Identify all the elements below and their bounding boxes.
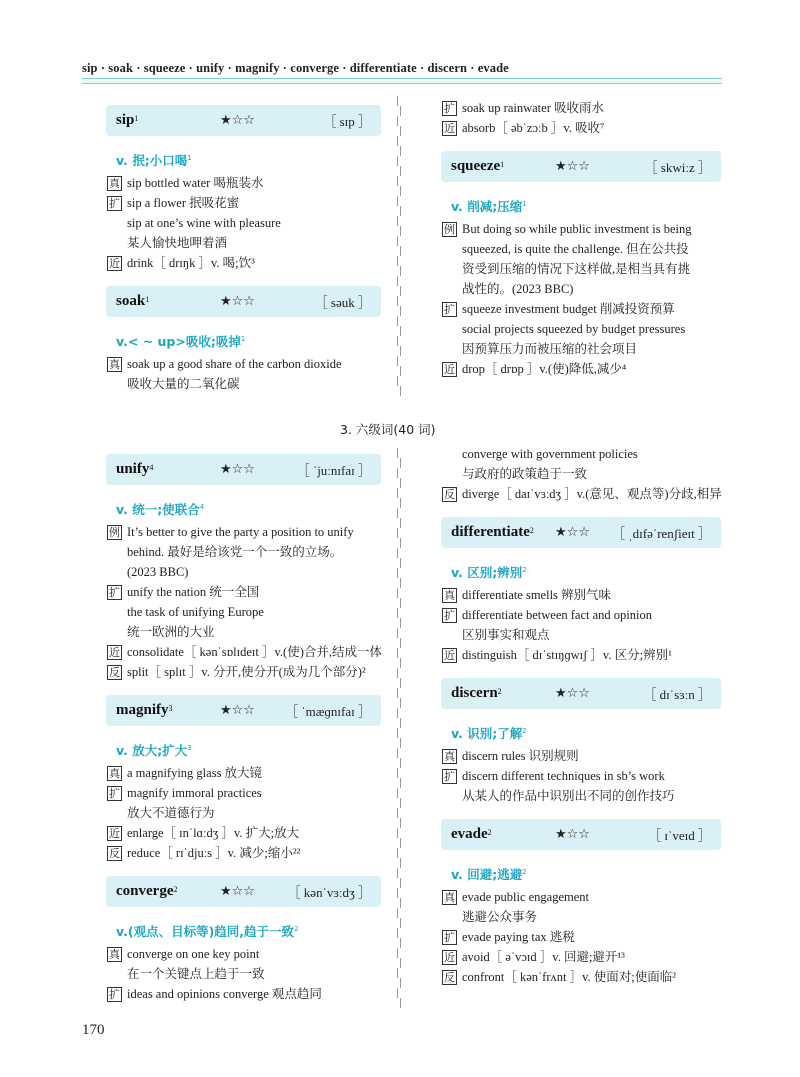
running-header: sip · soak · squeeze · unify · magnify · converge · differentiate · discern · evade <box>82 61 509 75</box>
row-line: evade paying tax 逃税 <box>462 930 575 945</box>
entry-row <box>106 582 381 642</box>
difficulty-stars: ★☆☆ <box>220 703 255 719</box>
divider-segment <box>400 226 402 236</box>
divider-segment <box>397 196 402 206</box>
row-line: 某人愉快地呷着酒 <box>127 236 228 251</box>
row-tag-icon: 真 <box>444 891 455 905</box>
entry-row <box>441 766 721 806</box>
row-line: drink［ drɪŋk ］v. 喝;饮³ <box>127 256 255 271</box>
word-box <box>441 151 721 182</box>
entry-row <box>106 662 381 682</box>
meaning-frequency: 4 <box>199 503 205 511</box>
meaning <box>106 329 381 352</box>
headword-text: magnify <box>116 702 169 719</box>
headword-text: sip <box>116 112 135 128</box>
divider-segment <box>400 818 402 828</box>
word-box <box>441 517 721 548</box>
entry-row <box>441 967 721 987</box>
row-line: soak up rainwater 吸收雨水 <box>462 101 604 115</box>
divider-segment <box>397 708 402 718</box>
difficulty-stars: ★☆☆ <box>555 827 590 843</box>
divider-segment <box>397 136 402 146</box>
divider-segment <box>397 528 402 538</box>
row-tag-icon: 反 <box>444 971 455 985</box>
divider-segment <box>400 146 402 156</box>
column-divider-top <box>397 96 402 396</box>
divider-segment <box>400 558 402 568</box>
divider-segment <box>397 948 402 958</box>
divider-segment <box>397 888 402 898</box>
entry-row <box>441 927 721 947</box>
divider-segment <box>397 868 402 878</box>
row-line: consolidate［ kənˈsɒlɪdeɪt ］v.(使)合并,结成一体 <box>127 645 382 660</box>
divider-segment <box>397 336 402 346</box>
divider-segment <box>400 978 402 988</box>
entry-row <box>441 746 721 766</box>
word-box <box>441 819 721 850</box>
meaning <box>106 148 381 171</box>
row-line: evade public engagement <box>462 890 590 905</box>
meaning-frequency: 2 <box>522 868 527 877</box>
divider-segment <box>397 448 402 458</box>
difficulty-stars: ★☆☆ <box>220 462 255 477</box>
divider-segment <box>400 798 402 808</box>
entry-gap <box>441 138 721 151</box>
headword-frequency: 1 <box>145 295 150 305</box>
phonetic: ［ ˌdɪfəˈrenʃieɪt ］ <box>612 526 711 541</box>
row-line: a magnifying glass 放大镜 <box>127 766 263 781</box>
headword-frequency: 4 <box>149 463 154 472</box>
divider-segment <box>400 538 402 548</box>
row-line: discern rules 识别规则 <box>462 749 579 764</box>
meaning-text: v.< ~ up>吸收;吸掉 <box>116 334 241 350</box>
phonetic: ［ ˈmæɡnɪfaɪ ］ <box>285 704 371 720</box>
word-box <box>106 454 381 485</box>
row-tag-icon: 扩 <box>444 609 455 623</box>
divider-segment <box>400 386 402 396</box>
column-divider-bottom <box>397 448 402 1008</box>
divider-segment <box>400 458 402 468</box>
divider-segment <box>400 518 402 528</box>
divider-segment <box>397 468 402 478</box>
divider-segment <box>400 306 402 316</box>
divider-segment <box>400 998 402 1008</box>
divider-segment <box>400 898 402 908</box>
entry-row <box>106 173 381 193</box>
entry-row <box>441 585 721 605</box>
divider-segment <box>397 276 402 286</box>
meaning-text: v. 抿;小口喝 <box>116 153 188 169</box>
divider-segment <box>397 236 402 246</box>
divider-segment <box>400 598 402 608</box>
divider-segment <box>397 548 402 558</box>
meaning-text: v. 回避;逃避 <box>451 867 523 883</box>
divider-segment <box>397 768 402 778</box>
headword-frequency: 3 <box>168 704 173 714</box>
row-line: sip at one’s wine with pleasure <box>127 216 281 231</box>
divider-segment <box>397 908 402 918</box>
divider-segment <box>400 366 402 376</box>
headword-text: differentiate <box>451 524 530 540</box>
row-tag-icon: 例 <box>444 223 455 237</box>
headword-frequency: 2 <box>497 687 502 697</box>
headword-frequency: 2 <box>529 526 534 535</box>
divider-segment <box>400 718 402 728</box>
divider-segment <box>400 346 402 356</box>
phonetic: ［ səuk ］ <box>314 295 371 311</box>
row-line: It’s better to give the party a position to unify <box>127 525 354 540</box>
entry-gap <box>106 682 381 695</box>
entry-row <box>106 253 381 273</box>
entry-gap <box>441 806 721 819</box>
divider-segment <box>397 828 402 838</box>
headword <box>116 700 173 720</box>
row-line: social projects squeezed by budget pressures <box>462 322 686 337</box>
divider-segment <box>397 728 402 738</box>
divider-segment <box>400 858 402 868</box>
divider-segment <box>397 488 402 498</box>
row-line: avoid［ əˈvɔɪd ］v. 回避;避开¹³ <box>462 950 625 965</box>
divider-segment <box>400 618 402 628</box>
entry-gap <box>106 863 381 876</box>
entry-gap <box>106 273 381 286</box>
entry-row <box>106 763 381 783</box>
headword-frequency: 1 <box>500 160 505 169</box>
row-line: 战性的。(2023 BBC) <box>462 282 574 297</box>
row-tag-icon: 真 <box>109 767 120 781</box>
headword-text: unify <box>116 461 150 477</box>
header-band <box>82 78 722 84</box>
divider-segment <box>397 608 402 618</box>
headword-text: soak <box>116 293 146 310</box>
row-line: converge on one key point <box>127 947 260 962</box>
divider-segment <box>400 246 402 256</box>
row-tag-icon: 扩 <box>109 197 120 211</box>
divider-segment <box>397 748 402 758</box>
headword-text: discern <box>451 685 498 702</box>
row-tag-icon: 近 <box>444 122 455 135</box>
headword <box>116 291 149 311</box>
entry-row <box>441 645 721 665</box>
headword <box>451 522 534 542</box>
headword <box>451 824 492 844</box>
row-line: 逃避公众事务 <box>462 910 538 925</box>
row-tag-icon: 扩 <box>444 931 455 945</box>
divider-segment <box>400 698 402 708</box>
row-tag-icon: 真 <box>444 589 455 603</box>
divider-segment <box>400 498 402 508</box>
divider-segment <box>397 688 402 698</box>
difficulty-stars: ★☆☆ <box>555 686 590 702</box>
divider-segment <box>397 116 402 126</box>
divider-segment <box>397 296 402 306</box>
row-line: magnify immoral practices <box>127 786 262 801</box>
entry-row <box>106 783 381 823</box>
word-box <box>106 876 381 907</box>
row-tag-icon: 扩 <box>444 102 455 115</box>
divider-segment <box>400 286 402 296</box>
divider-segment <box>400 126 402 136</box>
headword <box>116 459 153 479</box>
right-column-top <box>441 98 721 379</box>
headword-text: converge <box>116 883 174 900</box>
meaning-frequency: 1 <box>240 335 246 344</box>
meaning-frequency: 2 <box>522 566 527 574</box>
entry-row <box>106 193 381 253</box>
entry-row <box>441 887 721 927</box>
row-line: enlarge［ ɪnˈlɑːdʒ ］v. 扩大;放大 <box>127 826 300 841</box>
entry-row <box>441 299 721 359</box>
entry-row <box>106 642 381 662</box>
row-line: 放大不道德行为 <box>127 806 215 821</box>
divider-segment <box>400 326 402 336</box>
row-line: squeezed, is quite the challenge. 但在公共投 <box>462 242 689 257</box>
divider-segment <box>400 938 402 948</box>
row-line: (2023 BBC) <box>127 565 189 580</box>
divider-segment <box>400 166 402 176</box>
row-line: squeeze investment budget 削减投资预算 <box>462 302 675 317</box>
divider-segment <box>400 106 402 116</box>
phonetic: ［ dɪˈsɜːn ］ <box>643 687 711 703</box>
row-line: unify the nation 统一全国 <box>127 585 260 600</box>
headword-frequency: 1 <box>134 114 139 123</box>
entry-row <box>106 354 381 394</box>
page-number: 170 <box>82 1022 105 1038</box>
meaning-frequency: 1 <box>522 200 527 208</box>
divider-segment <box>397 788 402 798</box>
meaning <box>106 738 381 761</box>
divider-segment <box>400 638 402 648</box>
row-line: absorb［ əbˈzɔːb ］v. 吸收⁷ <box>462 121 605 135</box>
difficulty-stars: ★☆☆ <box>220 294 255 310</box>
row-line: 区别事实和观点 <box>462 628 550 643</box>
divider-segment <box>400 918 402 928</box>
row-line: reduce［ rɪˈdjuːs ］v. 减少;缩小²² <box>127 846 301 861</box>
word-box <box>106 695 381 726</box>
headword <box>451 683 502 703</box>
meaning-frequency: 2 <box>522 727 527 736</box>
meaning-frequency: 2 <box>294 925 299 934</box>
phonetic: ［ ɪˈveɪd ］ <box>648 828 711 844</box>
section-title: 3. 六级词(40 词) <box>340 422 436 437</box>
meaning <box>441 194 721 217</box>
row-tag-icon: 真 <box>109 177 120 191</box>
headword <box>116 881 177 901</box>
row-line: discern different techniques in sb’s work <box>462 769 665 784</box>
phonetic: ［ skwiːz ］ <box>644 160 711 175</box>
row-line: 统一欧洲的大业 <box>127 625 215 640</box>
meaning-text: v. 削减;压缩 <box>451 199 523 215</box>
row-line: differentiate between fact and opinion <box>462 608 652 623</box>
row-line: confront［ kənˈfrʌnt ］v. 使面对;使面临² <box>462 970 677 985</box>
row-tag-icon: 近 <box>444 363 455 377</box>
divider-segment <box>400 778 402 788</box>
row-line: the task of unifying Europe <box>127 605 264 620</box>
divider-segment <box>397 216 402 226</box>
meaning-frequency: 1 <box>187 154 192 162</box>
difficulty-stars: ★☆☆ <box>555 159 590 174</box>
divider-segment <box>400 678 402 688</box>
row-tag-icon: 扩 <box>109 586 120 600</box>
divider-segment <box>397 508 402 518</box>
divider-segment <box>400 838 402 848</box>
row-tag-icon: 例 <box>109 526 120 540</box>
divider-segment <box>397 156 402 166</box>
divider-segment <box>397 668 402 678</box>
divider-segment <box>397 588 402 598</box>
entry-row <box>441 444 721 484</box>
entry-row <box>441 118 721 138</box>
entry-row <box>106 843 381 863</box>
divider-segment <box>397 376 402 386</box>
divider-segment <box>397 808 402 818</box>
row-line: sip a flower 抿吸花蜜 <box>127 196 240 211</box>
headword-frequency: 2 <box>173 885 178 895</box>
difficulty-stars: ★☆☆ <box>220 113 255 128</box>
meaning-text: v. 区别;辨别 <box>451 565 523 581</box>
word-box <box>106 286 381 317</box>
row-line: 因预算压力而被压缩的社会项目 <box>462 342 638 357</box>
divider-segment <box>397 96 402 106</box>
entry-row <box>441 947 721 967</box>
row-line: 在一个关键点上趋于一致 <box>127 967 265 982</box>
row-tag-icon: 真 <box>109 948 120 962</box>
divider-segment <box>397 356 402 366</box>
row-line: sip bottled water 喝瓶装水 <box>127 176 264 191</box>
row-line: behind. 最好是给该党一个一致的立场。 <box>127 545 343 560</box>
entry-row <box>106 984 381 1004</box>
meaning-text: v. 放大;扩大 <box>116 743 188 759</box>
row-tag-icon: 近 <box>444 649 455 663</box>
row-line: differentiate smells 辨别气味 <box>462 588 612 603</box>
headword <box>116 110 138 130</box>
divider-segment <box>400 186 402 196</box>
divider-segment <box>400 266 402 276</box>
row-line: 资受到压缩的情况下这样做,是相当具有挑 <box>462 262 691 277</box>
headword-frequency: 2 <box>487 828 492 838</box>
meaning <box>441 862 721 885</box>
meaning <box>441 560 721 583</box>
entry-gap <box>441 504 721 517</box>
divider-segment <box>397 968 402 978</box>
entry-row <box>106 823 381 843</box>
left-column-top <box>106 105 381 394</box>
divider-segment <box>397 928 402 938</box>
divider-segment <box>397 316 402 326</box>
row-tag-icon: 扩 <box>444 303 455 317</box>
divider-segment <box>400 478 402 488</box>
row-tag-icon: 扩 <box>109 787 120 801</box>
row-tag-icon: 反 <box>109 666 120 680</box>
divider-segment <box>400 878 402 888</box>
meaning-text: v. 统一;使联合 <box>116 502 200 518</box>
entry-row <box>106 522 381 582</box>
row-tag-icon: 近 <box>444 951 455 965</box>
divider-segment <box>397 648 402 658</box>
entry-gap <box>441 665 721 678</box>
row-tag-icon: 近 <box>109 646 120 660</box>
word-box <box>441 678 721 709</box>
row-tag-icon: 近 <box>109 827 120 841</box>
divider-segment <box>397 568 402 578</box>
entry-row <box>441 359 721 379</box>
row-tag-icon: 反 <box>109 847 120 861</box>
divider-segment <box>397 848 402 858</box>
row-tag-icon: 真 <box>444 750 455 764</box>
meaning <box>441 721 721 744</box>
right-column-bottom <box>441 444 721 987</box>
left-column-bottom <box>106 454 381 1004</box>
row-line: split［ splɪt ］v. 分开,使分开(成为几个部分)² <box>127 665 366 680</box>
row-line: converge with government policies <box>462 447 638 461</box>
divider-segment <box>400 958 402 968</box>
divider-segment <box>400 738 402 748</box>
row-tag-icon: 扩 <box>444 770 455 784</box>
phonetic: ［ sɪp ］ <box>323 114 371 129</box>
phonetic: ［ kənˈvɜːdʒ ］ <box>287 885 371 901</box>
meaning-frequency: 3 <box>187 744 192 753</box>
divider-segment <box>397 176 402 186</box>
row-tag-icon: 扩 <box>109 988 120 1002</box>
headword-text: squeeze <box>451 158 501 174</box>
headword-text: evade <box>451 826 488 843</box>
meaning <box>106 497 381 520</box>
meaning-text: v. 识别;了解 <box>451 726 523 742</box>
row-tag-icon: 反 <box>444 488 455 501</box>
difficulty-stars: ★☆☆ <box>555 525 590 540</box>
entry-row <box>441 98 721 118</box>
row-line: drop［ drɒp ］v.(使)降低,减少⁴ <box>462 362 627 377</box>
entry-row <box>106 944 381 984</box>
divider-segment <box>397 256 402 266</box>
entry-row <box>441 219 721 299</box>
row-tag-icon: 真 <box>109 358 120 372</box>
entry-row <box>441 484 721 504</box>
meaning-text: v.(观点、目标等)趋同,趋于一致 <box>116 924 295 940</box>
row-line: ideas and opinions converge 观点趋同 <box>127 987 322 1002</box>
divider-segment <box>397 988 402 998</box>
row-line: soak up a good share of the carbon dioxide <box>127 357 342 372</box>
row-line: 与政府的政策趋于一致 <box>462 467 588 481</box>
divider-segment <box>400 578 402 588</box>
divider-segment <box>400 758 402 768</box>
row-line: But doing so while public investment is being <box>462 222 692 237</box>
divider-segment <box>400 658 402 668</box>
row-line: diverge［ daɪˈvɜːdʒ ］v.(意见、观点等)分歧,相异 <box>462 487 722 501</box>
row-line: distinguish［ dɪˈstɪŋɡwɪʃ ］v. 区分;辨别¹ <box>462 648 672 663</box>
row-line: 从某人的作品中识别出不同的创作技巧 <box>462 789 675 804</box>
divider-segment <box>397 628 402 638</box>
phonetic: ［ ˈjuːnɪfaɪ ］ <box>296 463 371 478</box>
row-tag-icon: 近 <box>109 257 120 271</box>
row-line: 吸收大量的二氧化碳 <box>127 377 240 392</box>
headword <box>451 156 504 176</box>
meaning <box>106 919 381 942</box>
entry-row <box>441 605 721 645</box>
divider-segment <box>400 206 402 216</box>
difficulty-stars: ★☆☆ <box>220 884 255 900</box>
word-box <box>106 105 381 136</box>
